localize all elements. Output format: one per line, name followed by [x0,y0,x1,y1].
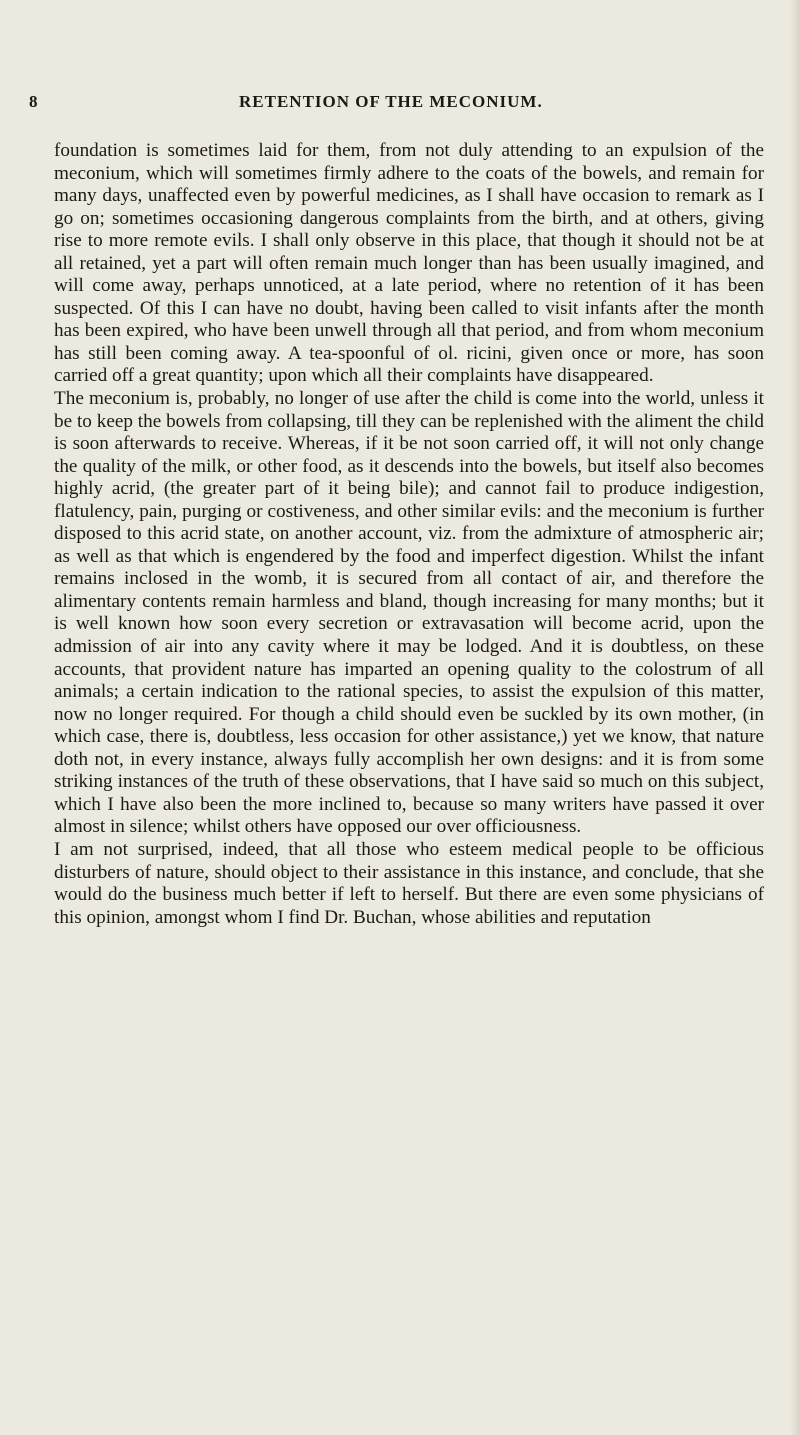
paragraph-2: The meconium is, probably, no longer of use after the child is come into the world, unless it be to keep the bowels from collapsing, till they can be replenished with the aliment the child is soon afterwards to receive. Whereas, if it be not soon carried off, it will not only change the quality of the milk, or other food, as it descends into the bowels, but itself also becomes highly acrid, (the greater part of it being bile); and cannot fail to produce indigestion, flatulency, pain, purging or costiveness, and other similar evils: and the meconium is further disposed to this acrid state, on another account, viz. from the admixture of atmospheric air; as well as that which is engendered by the food and imperfect digestion. Whilst the infant remains inclosed in the womb, it is secured from all contact of air, and therefore the alimentary contents remain harmless and bland, though increasing for many months; but it is well known how soon every secretion or extravasation will become acrid, upon the admission of air into any cavity where it may be lodged. And it is doubtless, on these accounts, that provident nature has imparted an opening quality to the colostrum of all animals; a certain indication to the rational species, to assist the expulsion of this matter, now no longer required. For though a child should even be suckled by its own mother, (in which case, there is, doubtless, less occasion for other assistance,) yet we know, that nature doth not, in every instance, always fully accomplish her own designs: and it is from some striking instances of the truth of these observations, that I have said so much on this subject, which I have also been the more inclined to, because so many writers have passed it over almost in silence; whilst others have opposed our over officiousness. [54,388,764,838]
paragraph-3: I am not surprised, indeed, that all those who esteem medical people to be officious disturbers of nature, should object to their assistance in this instance, and conclude, that she would do the business much better if left to herself. But there are even some physicians of this opinion, amongst whom I find Dr. Buchan, whose abilities and reputation [54,838,764,928]
paragraph-1: foundation is sometimes laid for them, from not duly attending to an expulsion of the meconium, which will sometimes firmly adhere to the coats of the bowels, and remain for many days, unaffected even by powerful medicines, as I shall have occasion to remark as I go on; sometimes occasioning dangerous complaints from the birth, and at others, giving rise to more remote evils. I shall only observe in this place, that though it should not be at all retained, yet a part will often remain much longer than has been usually imagined, and will come away, perhaps unnoticed, at a late period, where no retention of it has been suspected. Of this I can have no doubt, having been called to visit infants after the month has been expired, who have been unwell through all that period, and from whom meconium has still been coming away. A tea-spoonful of ol. ricini, given once or more, has soon carried off a great quantity; upon which all their complaints have disappeared. [54,140,764,387]
page-edge-shadow [790,0,800,1435]
body-text [54,140,764,929]
page-number: 8 [29,92,38,111]
running-title: RETENTION OF THE MECONIUM. [239,92,543,111]
running-head [29,92,749,118]
